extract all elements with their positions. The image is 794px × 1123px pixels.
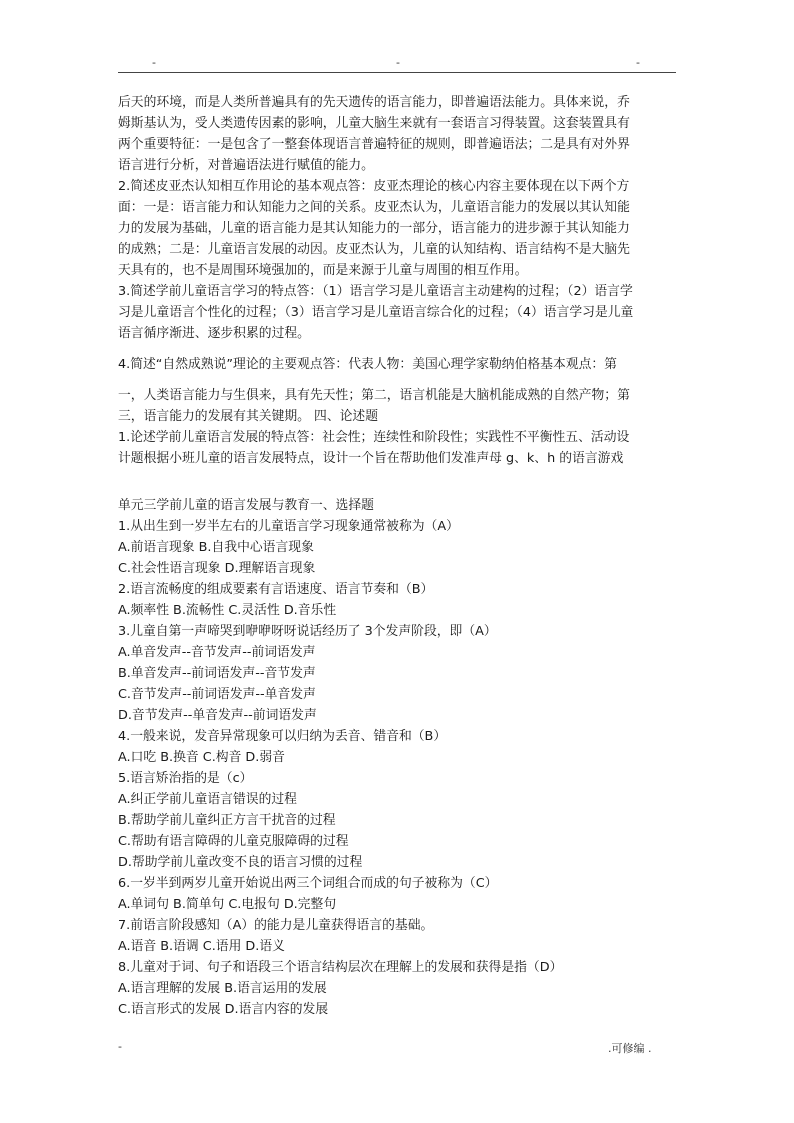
document-body	[118, 92, 680, 1020]
option-line: C.音节发声--前词语发声--单音发声	[118, 687, 316, 702]
option-line: A.纠正学前儿童语言错误的过程	[118, 792, 297, 807]
text-line: 4.简述“自然成熟说”理论的主要观点答：代表人物：美国心理学家勒纳伯格基本观点：第	[118, 357, 617, 372]
option-line: A.前语言现象 B.自我中心语言现象	[118, 540, 314, 555]
spacer	[118, 344, 680, 354]
option-line: A.单音发声--音节发声--前词语发声	[118, 645, 316, 660]
question: 7.前语言阶段感知（A）的能力是儿童获得语言的基础。	[118, 918, 434, 933]
text-line: 计题根据小班儿童的语言发展特点，设计一个旨在帮助他们发准声母 g、k、h 的语言游戏	[118, 451, 624, 466]
text-line: 两个重要特征：一是包含了一整套体现语言普遍特征的规则，即普遍语法；二是具有对外界	[118, 137, 630, 152]
text-line: 1.论述学前儿童语言发展的特点答：社会性；连续性和阶段性；实践性不平衡性五、活动设	[118, 430, 630, 445]
text-line: 习是儿童语言个性化的过程；（3）语言学习是儿童语言综合化的过程；（4）语言学习是儿童	[118, 305, 634, 320]
question: 6.一岁半到两岁儿童开始说出两三个词组合而成的句子被称为（C）	[118, 876, 498, 891]
option-line: C.社会性语言现象 D.理解语言现象	[118, 561, 316, 576]
option-line: D.音节发声--单音发声--前词语发声	[118, 708, 317, 723]
spacer	[118, 375, 680, 385]
text-line: 后天的环境，而是人类所普遍具有的先天遗传的语言能力，即普遍语法能力。具体来说，乔	[118, 95, 630, 110]
option-line: A.口吃 B.换音 C.构音 D.弱音	[118, 750, 285, 765]
question: 8.儿童对于词、句子和语段三个语言结构层次在理解上的发展和获得是指（D）	[118, 960, 563, 975]
option-line: B.帮助学前儿童纠正方言干扰音的过程	[118, 813, 336, 828]
footer-editable-note: .可修编 .	[608, 1042, 652, 1055]
text-line: 力的发展为基础，儿童的语言能力是其认知能力的一部分，语言能力的进步源于其认知能力	[118, 221, 630, 236]
question: 3.儿童自第一声啼哭到咿咿呀呀说话经历了 3个发声阶段，即（A）	[118, 624, 497, 639]
header-left-mark: -	[152, 56, 156, 69]
section-heading: 单元三学前儿童的语言发展与教育一、选择题	[118, 498, 374, 513]
text-line: 3.简述学前儿童语言学习的特点答：（1）语言学习是儿童语言主动建构的过程；（2）语言学	[118, 284, 633, 299]
footer-left-mark: -	[118, 1040, 122, 1053]
text-line: 的成熟；二是：儿童语言发展的动因。皮亚杰认为，儿童的认知结构、语言结构不是大脑先	[118, 242, 630, 257]
text-line: 三，语言能力的发展有其关键期。 四、论述题	[118, 409, 379, 424]
option-line: A.单词句 B.简单句 C.电报句 D.完整句	[118, 897, 337, 912]
option-line: A.频率性 B.流畅性 C.灵活性 D.音乐性	[118, 603, 337, 618]
question: 5.语言矫治指的是（c）	[118, 771, 253, 786]
header-rule	[118, 72, 676, 73]
text-line: 语言进行分析，对普遍语法进行赋值的能力。	[118, 158, 374, 173]
text-line: 语言循序渐进、逐步积累的过程。	[118, 326, 310, 341]
question: 4.一般来说，发音异常现象可以归纳为丢音、错音和（B）	[118, 729, 447, 744]
question: 1.从出生到一岁半左右的儿童语言学习现象通常被称为（A）	[118, 519, 459, 534]
option-line: C.帮助有语言障碍的儿童克服障碍的过程	[118, 834, 349, 849]
option-line: B.单音发声--前词语发声--音节发声	[118, 666, 316, 681]
header-right-mark: -	[636, 56, 640, 69]
question: 2.语言流畅度的组成要素有言语速度、语言节奏和（B）	[118, 582, 434, 597]
option-line: A.语音 B.语调 C.语用 D.语义	[118, 939, 285, 954]
option-line: D.帮助学前儿童改变不良的语言习惯的过程	[118, 855, 363, 870]
option-line: C.语言形式的发展 D.语言内容的发展	[118, 1002, 329, 1017]
text-line: 一，人类语言能力与生俱来，具有先天性；第二，语言机能是大脑机能成熟的自然产物；第	[118, 388, 630, 403]
option-line: A.语言理解的发展 B.语言运用的发展	[118, 981, 327, 996]
header-center-mark: -	[396, 56, 400, 69]
text-line: 天具有的，也不是周围环境强加的，而是来源于儿童与周围的相互作用。	[118, 263, 528, 278]
text-line: 2.简述皮亚杰认知相互作用论的基本观点答：皮亚杰理论的核心内容主要体现在以下两个方	[118, 179, 630, 194]
text-line: 姆斯基认为，受人类遗传因素的影响，儿童大脑生来就有一套语言习得装置。这套装置具有	[118, 116, 630, 131]
spacer	[118, 469, 680, 495]
text-line: 面：一是：语言能力和认知能力之间的关系。皮亚杰认为，儿童语言能力的发展以其认知能	[118, 200, 630, 215]
